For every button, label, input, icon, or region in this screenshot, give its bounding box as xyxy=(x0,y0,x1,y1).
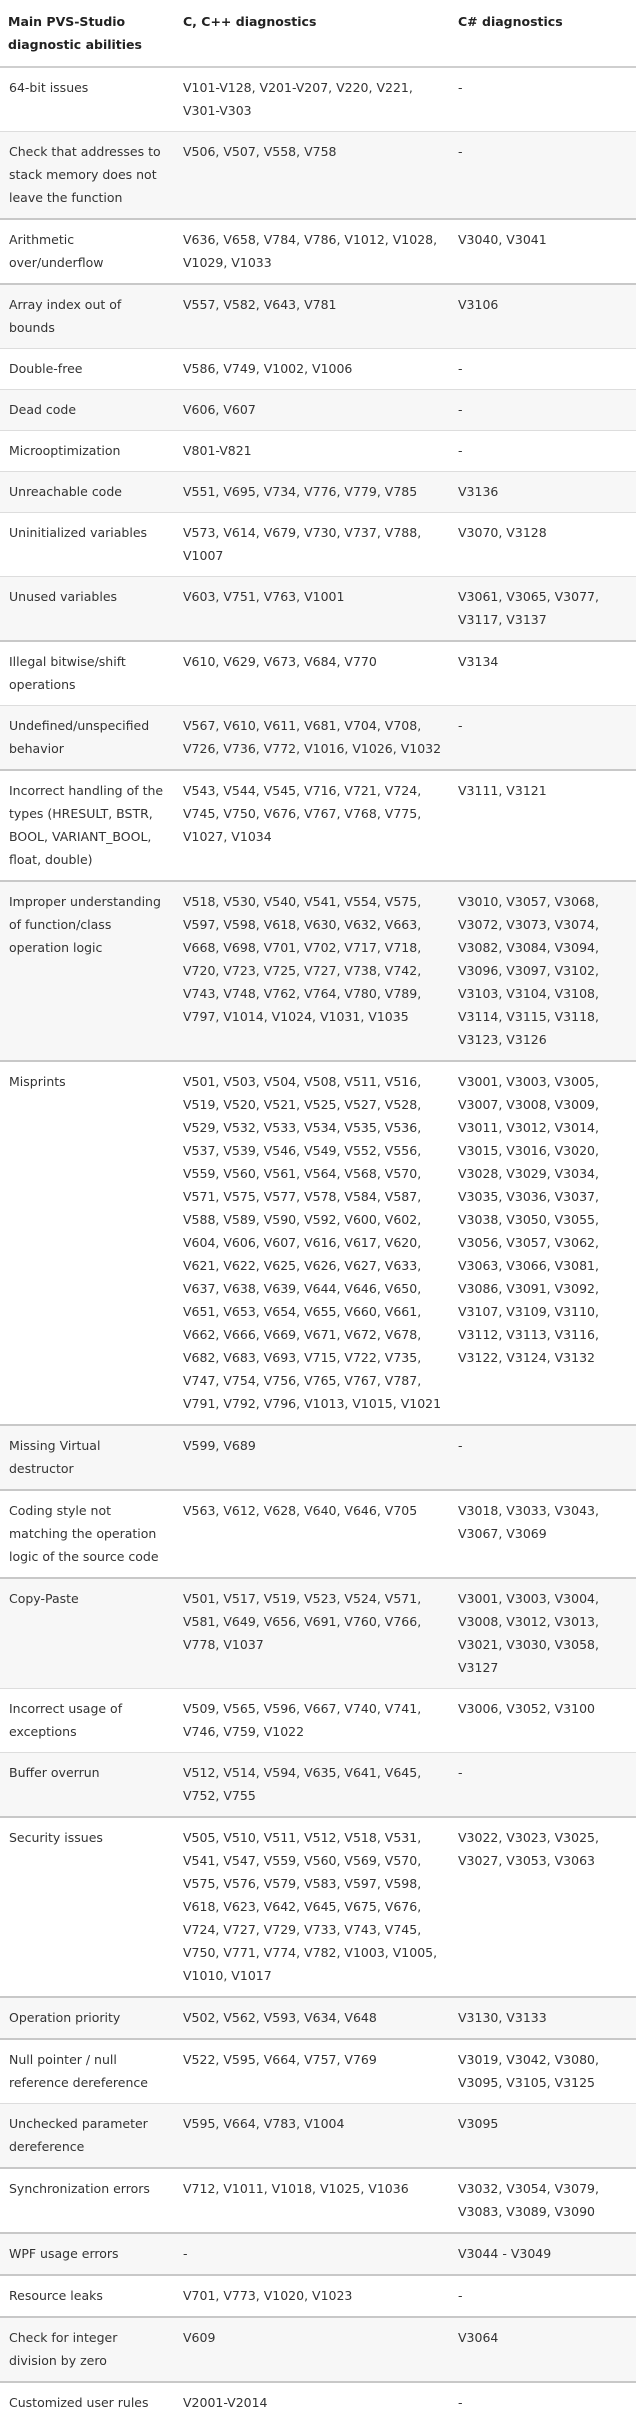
table-row xyxy=(0,2382,636,2423)
table-row xyxy=(0,1997,636,2039)
csharp-diagnostics-cell: V3018, V3033, V3043, V3067, V3069 xyxy=(450,1490,636,1578)
table-row xyxy=(0,2039,636,2104)
ability-cell: Illegal bitwise/shift operations xyxy=(0,641,175,706)
cpp-diagnostics-cell: - xyxy=(175,2233,450,2275)
table-row xyxy=(0,1061,636,1425)
header-csharp: C# diagnostics xyxy=(450,0,636,67)
cpp-diagnostics-cell: V551, V695, V734, V776, V779, V785 xyxy=(175,472,450,513)
csharp-diagnostics-cell: V3044 - V3049 xyxy=(450,2233,636,2275)
cpp-diagnostics-cell: V2001-V2014 xyxy=(175,2382,450,2423)
csharp-diagnostics-cell: V3022, V3023, V3025, V3027, V3053, V3063 xyxy=(450,1817,636,1997)
cpp-diagnostics-cell: V801-V821 xyxy=(175,431,450,472)
csharp-diagnostics-cell: V3134 xyxy=(450,641,636,706)
csharp-diagnostics-cell: V3111, V3121 xyxy=(450,770,636,881)
ability-cell: Buffer overrun xyxy=(0,1753,175,1818)
csharp-diagnostics-cell: - xyxy=(450,67,636,132)
header-cpp: C, C++ diagnostics xyxy=(175,0,450,67)
table-row xyxy=(0,1490,636,1578)
csharp-diagnostics-cell: - xyxy=(450,1753,636,1818)
ability-cell: Array index out of bounds xyxy=(0,284,175,349)
table-row xyxy=(0,349,636,390)
csharp-diagnostics-cell: V3061, V3065, V3077, V3117, V3137 xyxy=(450,577,636,642)
table-row xyxy=(0,2168,636,2233)
ability-cell: Customized user rules xyxy=(0,2382,175,2423)
cpp-diagnostics-cell: V636, V658, V784, V786, V1012, V1028, V1029, V1033 xyxy=(175,219,450,284)
ability-cell: Improper understanding of function/class operation logic xyxy=(0,881,175,1061)
csharp-diagnostics-cell: - xyxy=(450,2275,636,2317)
table-row xyxy=(0,1425,636,1490)
csharp-diagnostics-cell: - xyxy=(450,349,636,390)
csharp-diagnostics-cell: - xyxy=(450,431,636,472)
cpp-diagnostics-cell: V603, V751, V763, V1001 xyxy=(175,577,450,642)
csharp-diagnostics-cell: V3019, V3042, V3080, V3095, V3105, V3125 xyxy=(450,2039,636,2104)
ability-cell: Incorrect usage of exceptions xyxy=(0,1689,175,1753)
table-row xyxy=(0,472,636,513)
table-row xyxy=(0,706,636,771)
cpp-diagnostics-cell: V609 xyxy=(175,2317,450,2382)
ability-cell: Copy-Paste xyxy=(0,1578,175,1689)
cpp-diagnostics-cell: V501, V517, V519, V523, V524, V571, V581, V649, V656, V691, V760, V766, V778, V1037 xyxy=(175,1578,450,1689)
table-row xyxy=(0,67,636,132)
csharp-diagnostics-cell: V3136 xyxy=(450,472,636,513)
table-row xyxy=(0,641,636,706)
cpp-diagnostics-cell: V502, V562, V593, V634, V648 xyxy=(175,1997,450,2039)
ability-cell: Operation priority xyxy=(0,1997,175,2039)
cpp-diagnostics-cell: V595, V664, V783, V1004 xyxy=(175,2104,450,2169)
table-row xyxy=(0,1817,636,1997)
cpp-diagnostics-cell: V512, V514, V594, V635, V641, V645, V752, V755 xyxy=(175,1753,450,1818)
ability-cell: Null pointer / null reference dereference xyxy=(0,2039,175,2104)
table-row xyxy=(0,1753,636,1818)
cpp-diagnostics-cell: V586, V749, V1002, V1006 xyxy=(175,349,450,390)
table-row xyxy=(0,577,636,642)
csharp-diagnostics-cell: V3006, V3052, V3100 xyxy=(450,1689,636,1753)
table-row xyxy=(0,513,636,577)
cpp-diagnostics-cell: V563, V612, V628, V640, V646, V705 xyxy=(175,1490,450,1578)
table-row xyxy=(0,1689,636,1753)
ability-cell: Double-free xyxy=(0,349,175,390)
csharp-diagnostics-cell: V3064 xyxy=(450,2317,636,2382)
csharp-diagnostics-cell: V3001, V3003, V3004, V3008, V3012, V3013, V3021, V3030, V3058, V3127 xyxy=(450,1578,636,1689)
table-row xyxy=(0,770,636,881)
cpp-diagnostics-cell: V712, V1011, V1018, V1025, V1036 xyxy=(175,2168,450,2233)
cpp-diagnostics-cell: V599, V689 xyxy=(175,1425,450,1490)
cpp-diagnostics-cell: V606, V607 xyxy=(175,390,450,431)
table-row xyxy=(0,2104,636,2169)
table-header-row xyxy=(0,0,636,67)
ability-cell: Security issues xyxy=(0,1817,175,1997)
cpp-diagnostics-cell: V506, V507, V558, V758 xyxy=(175,132,450,220)
ability-cell: Arithmetic over/underflow xyxy=(0,219,175,284)
ability-cell: Incorrect handling of the types (HRESULT, BSTR, BOOL, VARIANT_BOOL, float, double) xyxy=(0,770,175,881)
ability-cell: Missing Virtual destructor xyxy=(0,1425,175,1490)
header-abilities: Main PVS-Studio diagnostic abilities xyxy=(0,0,175,67)
ability-cell: Microoptimization xyxy=(0,431,175,472)
table-row xyxy=(0,390,636,431)
table-row xyxy=(0,219,636,284)
ability-cell: Unused variables xyxy=(0,577,175,642)
cpp-diagnostics-cell: V501, V503, V504, V508, V511, V516, V519, V520, V521, V525, V527, V528, V529, V532, V533, V534, V535, V536, V537, V539, V546, V549, V552, V556, V559, V560, V561, V564, V568, V570, V571, V575, V577, V578, V584, V587, V588, V589, V590, V592, V600, V602, V604, V606, V607, V616, V617, V620, V621, V622, V625, V626, V627, V633, V637, V638, V639, V644, V646, V650, V651, V653, V654, V655, V660, V661, V662, V666, V669, V671, V672, V678, V682, V683, V693, V715, V722, V735, V747, V754, V756, V765, V767, V787, V791, V792, V796, V1013, V1015, V1021 xyxy=(175,1061,450,1425)
ability-cell: Undefined/unspecified behavior xyxy=(0,706,175,771)
table-row xyxy=(0,1578,636,1689)
ability-cell: 64-bit issues xyxy=(0,67,175,132)
ability-cell: Dead code xyxy=(0,390,175,431)
csharp-diagnostics-cell: V3040, V3041 xyxy=(450,219,636,284)
csharp-diagnostics-cell: - xyxy=(450,1425,636,1490)
csharp-diagnostics-cell: V3001, V3003, V3005, V3007, V3008, V3009, V3011, V3012, V3014, V3015, V3016, V3020, V3028, V3029, V3034, V3035, V3036, V3037, V3038, V3050, V3055, V3056, V3057, V3062, V3063, V3066, V3081, V3086, V3091, V3092, V3107, V3109, V3110, V3112, V3113, V3116, V3122, V3124, V3132 xyxy=(450,1061,636,1425)
cpp-diagnostics-cell: V573, V614, V679, V730, V737, V788, V1007 xyxy=(175,513,450,577)
csharp-diagnostics-cell: V3032, V3054, V3079, V3083, V3089, V3090 xyxy=(450,2168,636,2233)
ability-cell: Synchronization errors xyxy=(0,2168,175,2233)
ability-cell: Misprints xyxy=(0,1061,175,1425)
table-row xyxy=(0,881,636,1061)
table-row xyxy=(0,132,636,220)
cpp-diagnostics-cell: V522, V595, V664, V757, V769 xyxy=(175,2039,450,2104)
table-row xyxy=(0,2233,636,2275)
cpp-diagnostics-cell: V101-V128, V201-V207, V220, V221, V301-V303 xyxy=(175,67,450,132)
cpp-diagnostics-cell: V701, V773, V1020, V1023 xyxy=(175,2275,450,2317)
cpp-diagnostics-cell: V610, V629, V673, V684, V770 xyxy=(175,641,450,706)
cpp-diagnostics-cell: V505, V510, V511, V512, V518, V531, V541, V547, V559, V560, V569, V570, V575, V576, V579, V583, V597, V598, V618, V623, V642, V645, V675, V676, V724, V727, V729, V733, V743, V745, V750, V771, V774, V782, V1003, V1005, V1010, V1017 xyxy=(175,1817,450,1997)
cpp-diagnostics-cell: V557, V582, V643, V781 xyxy=(175,284,450,349)
table-row xyxy=(0,2275,636,2317)
csharp-diagnostics-cell: - xyxy=(450,132,636,220)
cpp-diagnostics-cell: V518, V530, V540, V541, V554, V575, V597, V598, V618, V630, V632, V663, V668, V698, V701, V702, V717, V718, V720, V723, V725, V727, V738, V742, V743, V748, V762, V764, V780, V789, V797, V1014, V1024, V1031, V1035 xyxy=(175,881,450,1061)
csharp-diagnostics-cell: - xyxy=(450,706,636,771)
ability-cell: Check that addresses to stack memory does not leave the function xyxy=(0,132,175,220)
ability-cell: Resource leaks xyxy=(0,2275,175,2317)
ability-cell: Coding style not matching the operation logic of the source code xyxy=(0,1490,175,1578)
cpp-diagnostics-cell: V509, V565, V596, V667, V740, V741, V746, V759, V1022 xyxy=(175,1689,450,1753)
table-body xyxy=(0,67,636,2423)
csharp-diagnostics-cell: - xyxy=(450,2382,636,2423)
csharp-diagnostics-cell: - xyxy=(450,390,636,431)
ability-cell: Uninitialized variables xyxy=(0,513,175,577)
csharp-diagnostics-cell: V3070, V3128 xyxy=(450,513,636,577)
ability-cell: Unreachable code xyxy=(0,472,175,513)
table-row xyxy=(0,284,636,349)
csharp-diagnostics-cell: V3095 xyxy=(450,2104,636,2169)
table-row xyxy=(0,2317,636,2382)
csharp-diagnostics-cell: V3130, V3133 xyxy=(450,1997,636,2039)
table-row xyxy=(0,431,636,472)
cpp-diagnostics-cell: V543, V544, V545, V716, V721, V724, V745, V750, V676, V767, V768, V775, V1027, V1034 xyxy=(175,770,450,881)
ability-cell: Check for integer division by zero xyxy=(0,2317,175,2382)
csharp-diagnostics-cell: V3010, V3057, V3068, V3072, V3073, V3074, V3082, V3084, V3094, V3096, V3097, V3102, V3103, V3104, V3108, V3114, V3115, V3118, V3123, V3126 xyxy=(450,881,636,1061)
ability-cell: Unchecked parameter dereference xyxy=(0,2104,175,2169)
csharp-diagnostics-cell: V3106 xyxy=(450,284,636,349)
cpp-diagnostics-cell: V567, V610, V611, V681, V704, V708, V726, V736, V772, V1016, V1026, V1032 xyxy=(175,706,450,771)
ability-cell: WPF usage errors xyxy=(0,2233,175,2275)
